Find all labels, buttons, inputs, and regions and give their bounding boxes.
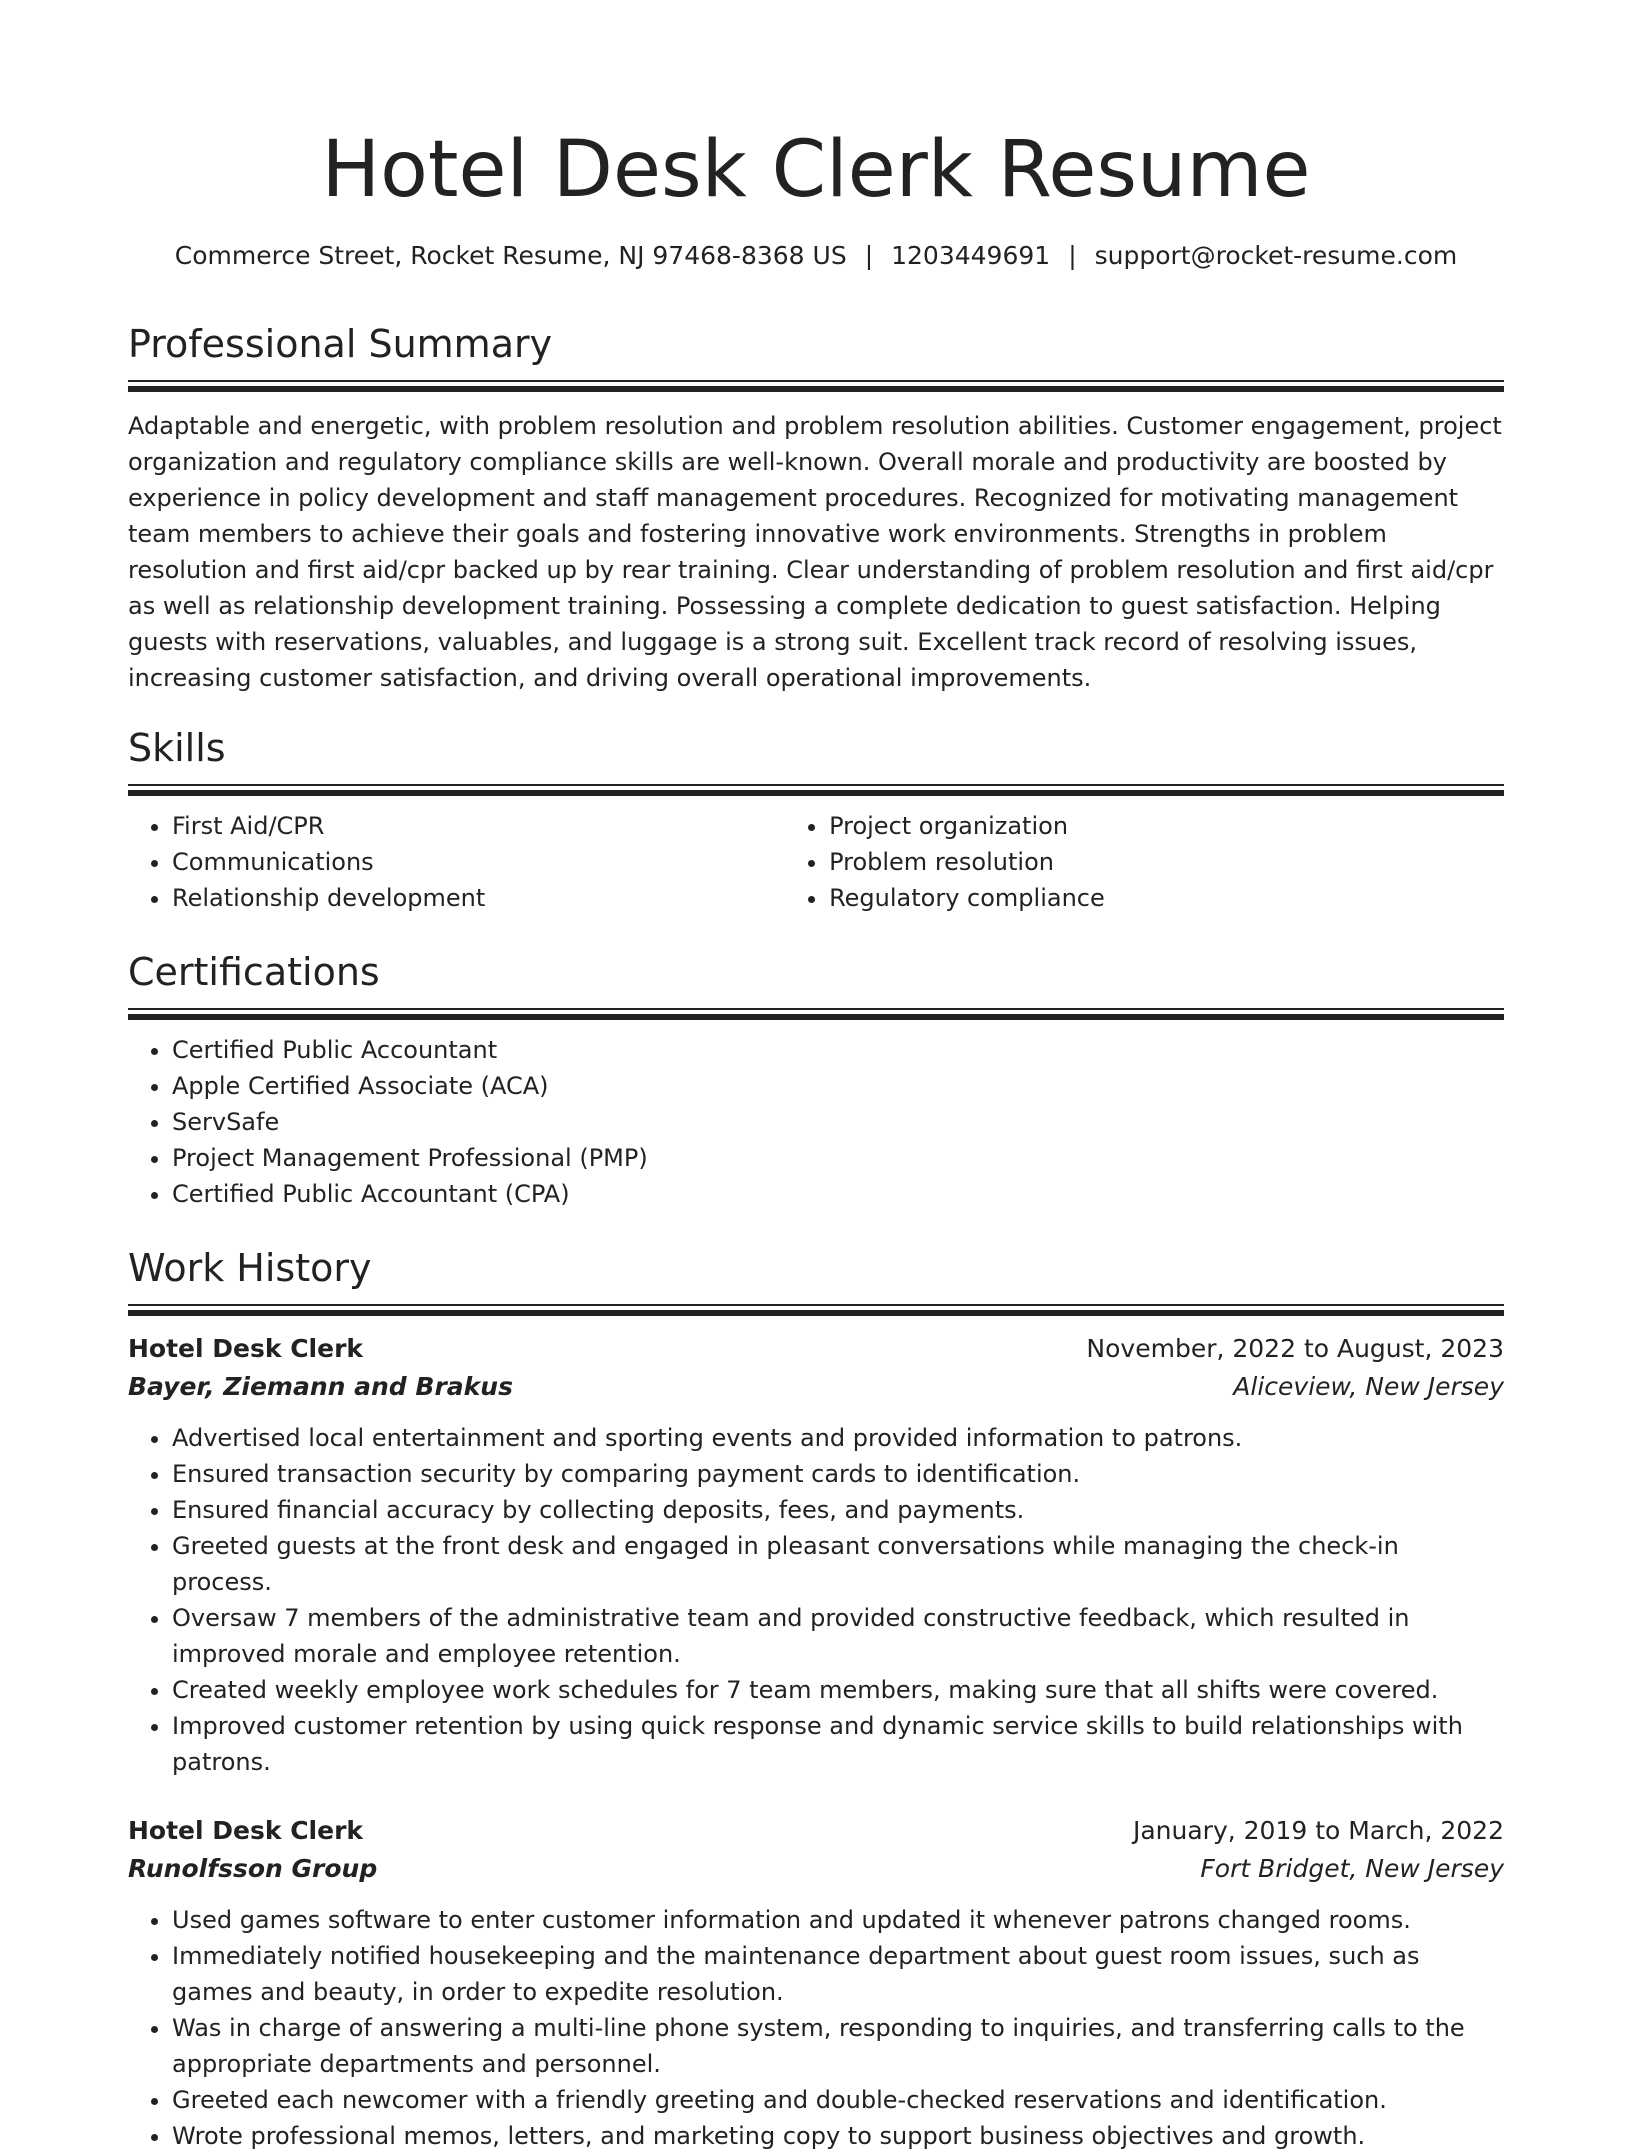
job-company-row (128, 1850, 1504, 1888)
summary-heading: Professional Summary (128, 322, 553, 366)
job-company: Bayer, Ziemann and Brakus (128, 1372, 513, 1401)
job-bullet: • Wrote professional memos, letters, and marketing copy to support business objectives and growth. (172, 2118, 1504, 2154)
contact-separator: | (1068, 241, 1077, 270)
job-bullet: • Advertised local entertainment and sporting events and provided information to patrons. (172, 1420, 1504, 1456)
contact-address: Commerce Street, Rocket Resume, NJ 97468-8368 US (174, 241, 847, 270)
job-dates: January, 2019 to March, 2022 (1132, 1816, 1504, 1845)
contact-separator: | (864, 241, 874, 270)
job-bullet: • Immediately notified housekeeping and the maintenance department about guest room issues, such as games and beauty, in order to expedite resolution. (172, 1938, 1504, 2010)
job-bullet: • Created weekly employee work schedules for 7 team members, making sure that all shifts were covered. (172, 1672, 1504, 1708)
job-title: Hotel Desk Clerk (128, 1334, 364, 1363)
job-header-row (128, 1330, 1504, 1368)
contact-email: support@rocket-resume.com (1094, 241, 1458, 270)
work-history-section (128, 1242, 1504, 2154)
section-divider (128, 1304, 1504, 1316)
skills-left-list (128, 808, 785, 916)
skill-item: • Regulatory compliance (829, 880, 1504, 916)
job-location: Aliceview, New Jersey (1233, 1372, 1504, 1401)
job-bullet: • Was in charge of answering a multi-line phone system, responding to inquiries, and transferring calls to the appropriate departments and personnel. (172, 2010, 1504, 2082)
skill-item: • Relationship development (172, 880, 785, 916)
job-header-row (128, 1812, 1504, 1850)
certification-item: • Certified Public Accountant (CPA) (172, 1176, 1504, 1212)
contact-line (128, 238, 1504, 274)
certification-item: • Project Management Professional (PMP) (172, 1140, 1504, 1176)
certification-item: • ServSafe (172, 1104, 1504, 1140)
job-bullet: • Ensured transaction security by comparing payment cards to identification. (172, 1456, 1504, 1492)
job-entry (128, 1812, 1504, 2154)
section-divider (128, 1008, 1504, 1020)
job-bullet: • Improved customer retention by using quick response and dynamic service skills to build relationships with patrons. (172, 1708, 1504, 1780)
job-title: Hotel Desk Clerk (128, 1816, 364, 1845)
work-history-heading: Work History (128, 1246, 372, 1290)
skills-heading: Skills (128, 726, 226, 770)
skills-grid (128, 808, 1504, 916)
section-divider (128, 784, 1504, 796)
contact-phone: 1203449691 (891, 241, 1051, 270)
job-bullets (128, 1420, 1504, 1780)
skills-right-list (785, 808, 1504, 916)
job-bullet: • Greeted each newcomer with a friendly greeting and double-checked reservations and identification. (172, 2082, 1504, 2118)
summary-text: Adaptable and energetic, with problem resolution and problem resolution abilities. Customer engagement, project organization and regulatory compliance skills are well-known. Overall morale and productivity are boosted by experience in policy development and staff management procedures. Recognized for motivating management team members to achieve their goals and fostering innovative work environments. Strengths in problem resolution and first aid/cpr backed up by rear training. Clear understanding of problem resolution and first aid/cpr as well as relationship development training. Possessing a complete dedication to guest satisfaction. Helping guests with reservations, valuables, and luggage is a strong suit. Excellent track record of resolving issues, increasing customer satisfaction, and driving overall operational improvements. (128, 412, 1502, 692)
skill-item: • First Aid/CPR (172, 808, 785, 844)
skill-item: • Communications (172, 844, 785, 880)
skill-item: • Project organization (829, 808, 1504, 844)
certification-item: • Certified Public Accountant (172, 1032, 1504, 1068)
certifications-section (128, 946, 1504, 1212)
resume-title: Hotel Desk Clerk Resume (321, 125, 1311, 215)
job-bullet: • Ensured financial accuracy by collecting deposits, fees, and payments. (172, 1492, 1504, 1528)
skills-section (128, 722, 1504, 916)
section-divider (128, 380, 1504, 392)
job-entry (128, 1330, 1504, 1780)
job-bullet: • Oversaw 7 members of the administrative team and provided constructive feedback, which resulted in improved morale and employee retention. (172, 1600, 1504, 1672)
job-location: Fort Bridget, New Jersey (1200, 1854, 1504, 1883)
summary-section (128, 318, 1504, 696)
certifications-list (128, 1032, 1504, 1212)
job-dates: November, 2022 to August, 2023 (1086, 1334, 1504, 1363)
skill-item: • Problem resolution (829, 844, 1504, 880)
job-company-row (128, 1368, 1504, 1406)
job-bullet: • Used games software to enter customer information and updated it whenever patrons changed rooms. (172, 1902, 1504, 1938)
job-bullet: • Greeted guests at the front desk and engaged in pleasant conversations while managing the check-in process. (172, 1528, 1504, 1600)
certification-item: • Apple Certified Associate (ACA) (172, 1068, 1504, 1104)
job-bullets (128, 1902, 1504, 2154)
certifications-heading: Certifications (128, 950, 380, 994)
job-company: Runolfsson Group (128, 1854, 378, 1883)
